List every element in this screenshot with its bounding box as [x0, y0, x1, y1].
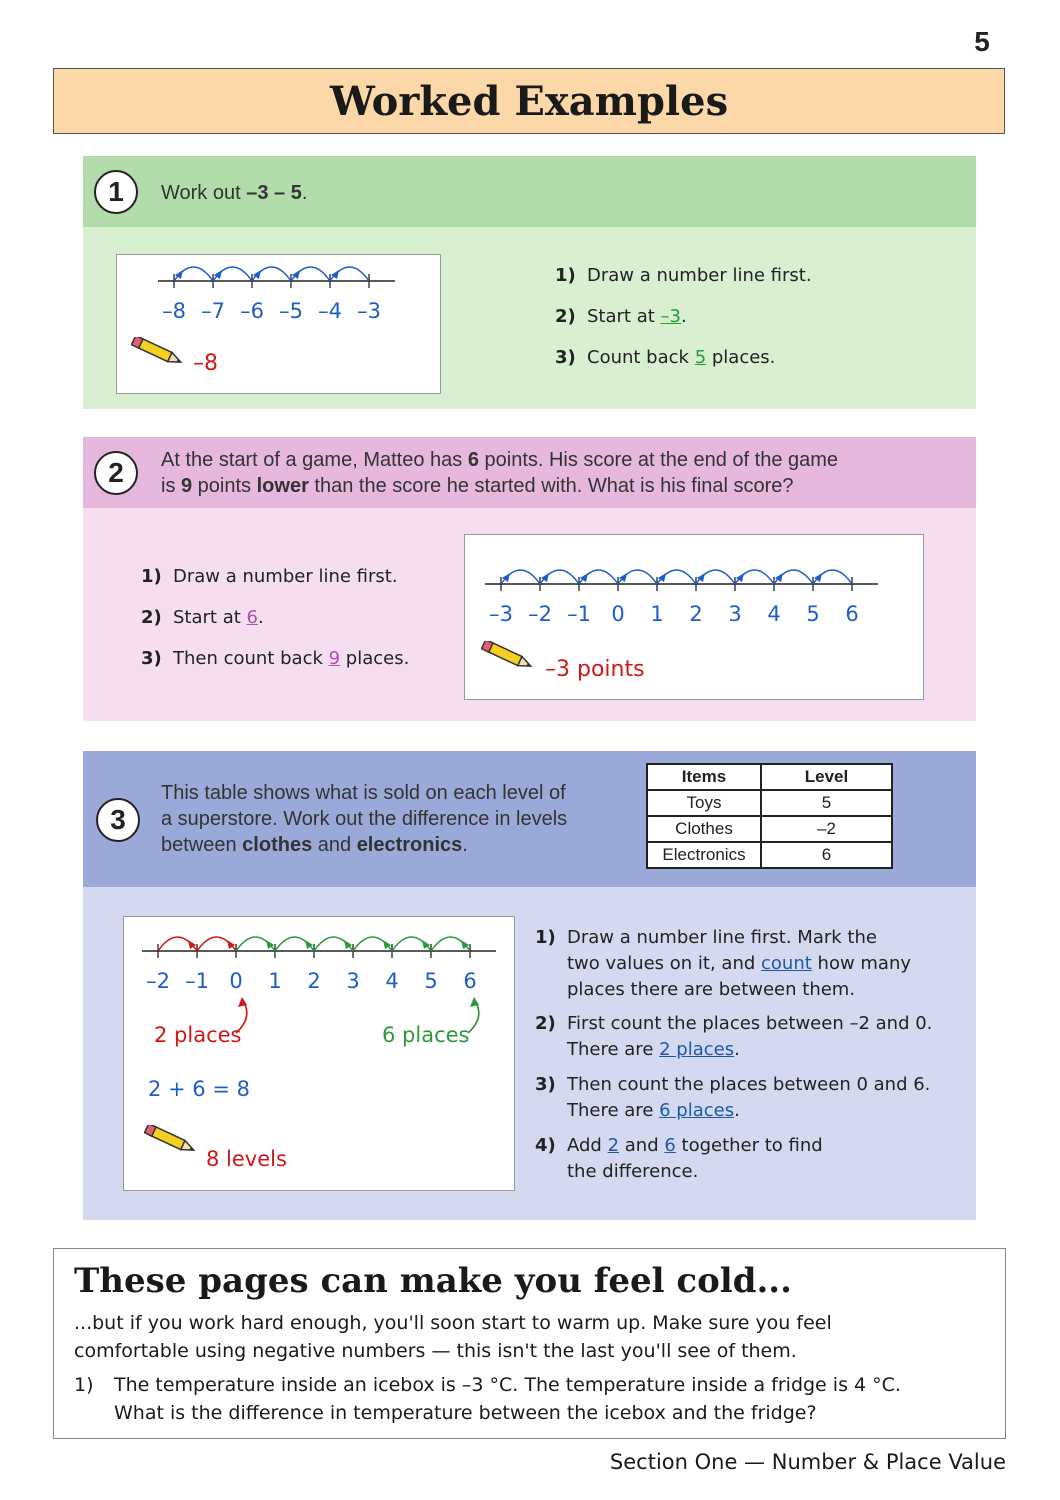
- tick-label: –3: [357, 299, 381, 323]
- step-3: [535, 1072, 930, 1124]
- step-line: Then count the places between 0 and 6.: [567, 1074, 931, 1095]
- step-text: Count back: [587, 347, 695, 368]
- step-text-part: There are: [567, 1039, 660, 1060]
- step-text-part: There are: [567, 1100, 660, 1121]
- step-text: .: [680, 306, 687, 327]
- example-2-answer: –3 points: [545, 657, 645, 682]
- step-number: 3): [535, 1074, 556, 1095]
- number-line-graphic: [142, 937, 496, 993]
- step-line: First count the places between –2 and 0.: [567, 1013, 933, 1034]
- table-cell: 5: [761, 790, 892, 816]
- example-1-working-box: [116, 254, 441, 394]
- step-number: 3): [555, 347, 576, 368]
- step-text: [567, 1133, 823, 1185]
- step-text: Draw a number line first.: [587, 265, 812, 286]
- levels-table: [646, 763, 893, 869]
- example-2-header: [83, 437, 976, 508]
- step-text: Start at: [587, 306, 661, 327]
- step-4: [535, 1133, 823, 1185]
- step-2: [141, 607, 264, 628]
- q-bold: 6: [467, 449, 479, 471]
- pencil-icon: [131, 337, 187, 371]
- tick-label: 3: [728, 602, 742, 626]
- step-number: 2): [535, 1013, 556, 1034]
- step-number: 1): [141, 566, 162, 587]
- step-3: [141, 648, 409, 669]
- example-1-number: 1: [94, 170, 138, 214]
- step-number: 4): [535, 1135, 556, 1156]
- question-line: The temperature inside an icebox is –3 °C. The temperature inside a fridge is 4 °C.: [114, 1374, 901, 1396]
- question-line-3: [161, 832, 567, 858]
- tick-label: –8: [162, 299, 186, 323]
- step-1: [535, 925, 911, 1003]
- q-text: .: [301, 182, 308, 204]
- step-text-part: and: [619, 1135, 665, 1156]
- q-text: points. His score at the end of the game: [478, 449, 839, 471]
- step-line: [567, 951, 911, 977]
- number-line-graphic: [158, 267, 395, 323]
- q-expression: –3 – 5: [246, 182, 302, 204]
- example-1-answer: –8: [193, 351, 218, 376]
- question-line-2: [161, 473, 838, 499]
- tick-label: 2: [689, 602, 703, 626]
- example-1-header: [83, 156, 976, 227]
- section-footer: Section One — Number & Place Value: [609, 1450, 1006, 1474]
- summary-line-2: comfortable using negative numbers — this isn't the last you'll see of them.: [74, 1340, 797, 1362]
- pencil-icon-graphic: [144, 1125, 200, 1155]
- label-2-places: 2 places: [154, 1023, 242, 1047]
- step-2: [535, 1011, 932, 1063]
- q-bold: lower: [256, 475, 309, 497]
- tick-label: 5: [424, 969, 438, 993]
- tick-label: 4: [767, 602, 781, 626]
- tick-label: 2: [307, 969, 321, 993]
- step-number: 1): [555, 265, 576, 286]
- step-highlight: 5: [694, 347, 707, 368]
- number-line-graphic: [485, 570, 878, 626]
- example-2-question: [161, 447, 838, 499]
- table-header-level: Level: [761, 764, 892, 790]
- step-highlight: count: [761, 953, 812, 974]
- example-3-body: [83, 887, 976, 1220]
- summary-title: These pages can make you feel cold...: [74, 1261, 792, 1301]
- step-line: Draw a number line first. Mark the: [567, 927, 877, 948]
- example-3-answer: 8 levels: [206, 1147, 287, 1171]
- step-highlight: 6: [664, 1135, 676, 1156]
- step-text: places.: [706, 347, 776, 368]
- tick-label: 1: [268, 969, 282, 993]
- summary-line-1: ...but if you work hard enough, you'll soon start to warm up. Make sure you feel: [74, 1312, 832, 1334]
- step-text: Then count back: [173, 648, 329, 669]
- q-text: and: [312, 834, 357, 856]
- example-2-number: 2: [94, 451, 138, 495]
- pencil-icon: [144, 1125, 200, 1160]
- step-text-part: together to find: [675, 1135, 823, 1156]
- example-1-number-line: [117, 255, 440, 393]
- q-text: than the score he started with. What is his final score?: [308, 475, 794, 497]
- q-bold: electronics: [356, 834, 463, 856]
- question-line-1: [161, 447, 838, 473]
- q-text: is: [161, 475, 181, 497]
- pencil-icon-graphic: [481, 641, 537, 671]
- table-cell: –2: [761, 816, 892, 842]
- q-text: Work out: [161, 182, 247, 204]
- tick-label: –4: [318, 299, 342, 323]
- step-text-part: .: [734, 1100, 740, 1121]
- step-number: 2): [555, 306, 576, 327]
- step-text-part: .: [734, 1039, 740, 1060]
- question-text: [114, 1371, 901, 1427]
- example-3-header: [83, 751, 976, 887]
- tick-label: –2: [528, 602, 552, 626]
- step-text: Draw a number line first.: [173, 566, 398, 587]
- label-6-places: 6 places: [382, 1023, 470, 1047]
- equation: 2 + 6 = 8: [148, 1077, 250, 1101]
- q-text: At the start of a game, Matteo has: [161, 449, 468, 471]
- step-highlight: –3: [660, 306, 681, 327]
- tick-label: 1: [650, 602, 664, 626]
- question-number: 1): [74, 1374, 94, 1396]
- question-line-2: a superstore. Work out the difference in levels: [161, 808, 568, 830]
- step-text: places.: [340, 648, 410, 669]
- example-2-body: [83, 508, 976, 721]
- tick-label: –6: [240, 299, 264, 323]
- table-cell: Toys: [647, 790, 761, 816]
- example-2-working-box: [464, 534, 924, 700]
- table-row: [647, 790, 892, 816]
- q-bold: 9: [181, 475, 193, 497]
- step-highlight: 2 places: [659, 1039, 735, 1060]
- question-line: What is the difference in temperature between the icebox and the fridge?: [114, 1402, 817, 1424]
- step-text: [567, 925, 911, 1003]
- step-highlight: 2: [607, 1135, 620, 1156]
- tick-label: –2: [146, 969, 170, 993]
- tick-label: –3: [489, 602, 513, 626]
- step-text-part: how many: [811, 953, 912, 974]
- example-1-question: [161, 180, 307, 206]
- table-cell: Electronics: [647, 842, 761, 868]
- step-text: [567, 1072, 930, 1124]
- page-number: 5: [974, 26, 990, 57]
- q-bold: clothes: [242, 834, 313, 856]
- question-line-1: This table shows what is sold on each level of: [161, 782, 566, 804]
- table-header-items: Items: [647, 764, 761, 790]
- title-banner: [53, 68, 1005, 134]
- step-3: [555, 347, 775, 368]
- table-row: [647, 816, 892, 842]
- step-2: [555, 306, 687, 327]
- tick-label: –5: [279, 299, 303, 323]
- step-line: [567, 1133, 823, 1159]
- table-cell: Clothes: [647, 816, 761, 842]
- page-title: Worked Examples: [329, 78, 729, 125]
- example-3-number: 3: [96, 798, 140, 842]
- step-number: 1): [535, 927, 556, 948]
- tick-label: 5: [806, 602, 820, 626]
- tick-label: 6: [463, 969, 477, 993]
- step-line: [567, 1037, 932, 1063]
- q-text: points: [192, 475, 257, 497]
- tick-label: –7: [201, 299, 225, 323]
- step-text: [567, 1011, 932, 1063]
- step-text: .: [257, 607, 264, 628]
- tick-label: –1: [185, 969, 209, 993]
- table-cell: 6: [761, 842, 892, 868]
- tick-label: 3: [346, 969, 360, 993]
- tick-label: –1: [567, 602, 591, 626]
- tick-label: 6: [845, 602, 859, 626]
- example-3-question: [161, 780, 567, 858]
- table-header-row: [647, 764, 892, 790]
- step-line: [567, 1098, 930, 1124]
- step-line: the difference.: [567, 1161, 699, 1182]
- example-3-working-box: [123, 916, 515, 1191]
- step-1: [555, 265, 812, 286]
- pencil-icon: [481, 641, 537, 676]
- step-text: Start at: [173, 607, 247, 628]
- table-row: [647, 842, 892, 868]
- step-text-part: Add: [567, 1135, 608, 1156]
- summary-box: [53, 1248, 1006, 1439]
- step-number: 3): [141, 648, 162, 669]
- tick-label: 0: [229, 969, 243, 993]
- step-text-part: two values on it, and: [567, 953, 762, 974]
- pencil-icon-graphic: [131, 337, 187, 367]
- step-highlight: 6 places: [659, 1100, 735, 1121]
- tick-label: 0: [611, 602, 625, 626]
- q-text: between: [161, 834, 243, 856]
- step-1: [141, 566, 398, 587]
- step-highlight: 9: [328, 648, 341, 669]
- tick-label: 4: [385, 969, 399, 993]
- q-text: .: [462, 834, 468, 856]
- step-highlight: 6: [246, 607, 258, 628]
- step-line: places there are between them.: [567, 979, 856, 1000]
- practice-question-1: [74, 1371, 901, 1427]
- step-number: 2): [141, 607, 162, 628]
- example-1-body: [83, 227, 976, 409]
